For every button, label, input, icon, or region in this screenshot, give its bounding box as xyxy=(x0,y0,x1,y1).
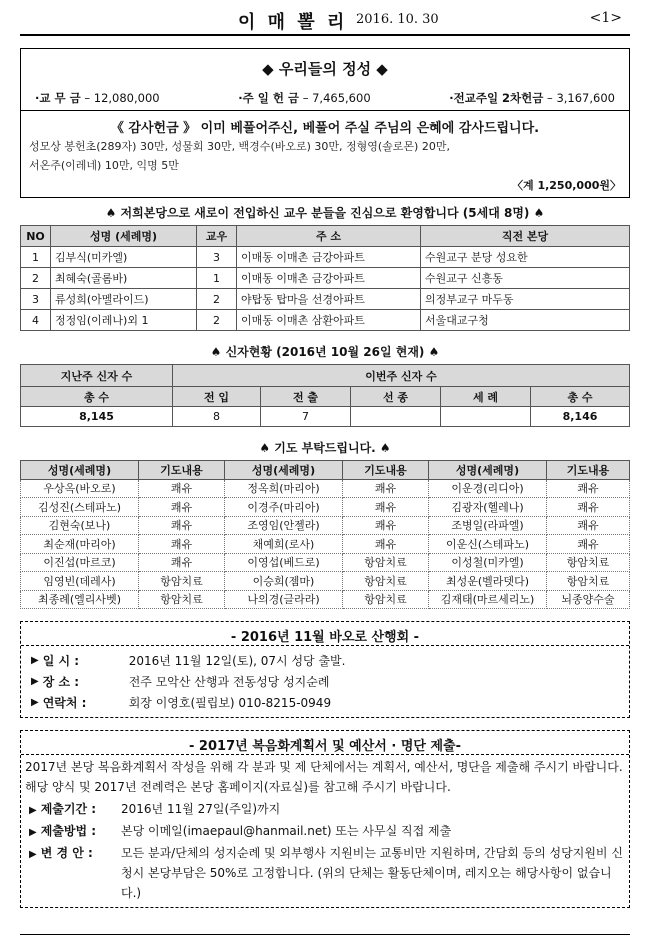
table-row xyxy=(21,590,630,609)
table-cell: 야탑동 탑마을 선경아파트 xyxy=(237,289,421,310)
donation-title: ◆ 우리들의 정성 ◆ xyxy=(262,60,388,78)
table-cell: 서울대교구청 xyxy=(421,310,630,331)
triangle-bullet-icon: ▶ xyxy=(31,697,39,708)
bulletin-header xyxy=(20,6,630,36)
table-cell: 쾌유 xyxy=(343,516,429,535)
table-cell: 쾌유 xyxy=(547,498,630,517)
table-cell: 이성철(미카엘) xyxy=(429,553,547,572)
triangle-bullet-icon: ▶ xyxy=(29,827,37,838)
plan-label: ▶ 제출기간 : xyxy=(29,802,97,816)
table-cell: 정정임(이레나)외 1 xyxy=(51,310,197,331)
thanks-line-1: 성모상 봉헌초(289자) 30만, 성물회 30만, 백경수(바오로) 30만, 정형영(솔로몬) 20만, xyxy=(29,140,450,153)
table-cell: 항암치료 xyxy=(139,590,225,609)
table-cell: 이영섭(베드로) xyxy=(225,553,343,572)
table-cell: 최순재(마리아) xyxy=(21,535,139,554)
stats-cell: 8 xyxy=(173,407,261,427)
bottom-rule xyxy=(20,934,630,935)
hike-text: 회장 이영호(필립보) 010-8215-0949 xyxy=(128,696,332,710)
stats-value-row xyxy=(21,407,630,427)
col-header: 세 례 xyxy=(441,387,531,407)
table-cell: 1 xyxy=(21,247,51,268)
col-header: 기도내용 xyxy=(343,461,429,480)
stats-cell: 8,146 xyxy=(531,407,630,427)
table-cell: 조병일(라파엘) xyxy=(429,516,547,535)
table-cell: 김부식(미카엘) xyxy=(51,247,197,268)
stats-cell: 7 xyxy=(261,407,351,427)
table-row xyxy=(21,310,630,331)
table-row xyxy=(21,516,630,535)
table-cell: 4 xyxy=(21,310,51,331)
table-cell: 항암치료 xyxy=(343,572,429,591)
donation-summary xyxy=(21,85,629,111)
stats-cell xyxy=(441,407,531,427)
thanks-offering xyxy=(21,111,629,197)
newcomers-title: ♠ 저희본당으로 새로이 전입하신 교우 분들을 진심으로 환영합니다 (5세대 8명) ♠ xyxy=(105,206,545,220)
plan-text: 본당 이메일(imaepaul@hanmail.net) 또는 사무실 직접 제출 xyxy=(121,824,452,838)
table-row xyxy=(21,553,630,572)
bulletin-date: 2016. 10. 30 xyxy=(356,12,439,27)
donation-item-3: ·전교주일 2차헌금 – 3,167,600 xyxy=(449,90,615,105)
col-header: 선 종 xyxy=(351,387,441,407)
col-header: 총 수 xyxy=(531,387,630,407)
table-cell: 최성운(벨라뎃다) xyxy=(429,572,547,591)
this-week-header: 이번주 신자 수 xyxy=(173,365,630,387)
table-cell: 쾌유 xyxy=(139,535,225,554)
hike-text: 2016년 11월 12일(토), 07시 성당 출발. xyxy=(128,654,346,668)
table-cell: 류성희(아멜라이드) xyxy=(51,289,197,310)
table-cell: 김재태(마르세리노) xyxy=(429,590,547,609)
table-row xyxy=(21,289,630,310)
table-cell: 쾌유 xyxy=(343,535,429,554)
hike-title: - 2016년 11월 바오로 산행회 - xyxy=(21,622,629,646)
plan-label: ▶ 변 경 안 : xyxy=(29,846,93,860)
newcomers-table xyxy=(20,225,630,331)
table-cell: 항암치료 xyxy=(343,553,429,572)
table-cell: 최종례(엘리사벳) xyxy=(21,590,139,609)
triangle-bullet-icon: ▶ xyxy=(31,676,39,687)
col-header: 총 수 xyxy=(21,387,173,407)
hike-item xyxy=(21,692,629,713)
table-cell: 항암치료 xyxy=(343,590,429,609)
plan-item xyxy=(21,821,629,843)
col-header: NO xyxy=(21,226,51,247)
table-cell: 쾌유 xyxy=(139,516,225,535)
table-cell: 쾌유 xyxy=(139,479,225,498)
hike-label: 연락처 : xyxy=(42,696,87,710)
col-header: 직전 본당 xyxy=(421,226,630,247)
table-cell: 쾌유 xyxy=(139,553,225,572)
table-cell: 이경주(마리아) xyxy=(225,498,343,517)
stats-cell: 8,145 xyxy=(21,407,173,427)
thanks-total: 〈계 1,250,000원〉 xyxy=(511,179,621,192)
bulletin-title: 이 매 뽈 리 xyxy=(238,12,348,33)
table-cell: 이매동 이매촌 금강아파트 xyxy=(237,247,421,268)
stats-table xyxy=(20,364,630,427)
col-header: 기도내용 xyxy=(139,461,225,480)
col-header: 성명(세례명) xyxy=(225,461,343,480)
table-cell: 1 xyxy=(197,268,237,289)
table-header-row xyxy=(21,461,630,480)
table-row xyxy=(21,572,630,591)
col-header: 주 소 xyxy=(237,226,421,247)
hike-label: 장 소 : xyxy=(42,675,80,689)
stats-title: ♠ 신자현황 (2016년 10월 26일 현재) ♠ xyxy=(210,345,440,359)
plan-text: 2016년 11월 27일(주일)까지 xyxy=(121,802,281,816)
plan-title: - 2017년 복음화계획서 및 예산서 · 명단 제출- xyxy=(21,731,629,755)
plan-item xyxy=(21,843,629,907)
table-row xyxy=(21,498,630,517)
table-cell: 쾌유 xyxy=(343,479,429,498)
donation-item-2: ·주 일 헌 금 – 7,465,600 xyxy=(238,90,371,105)
stats-column-row xyxy=(21,387,630,407)
table-cell: 이진섭(마르코) xyxy=(21,553,139,572)
table-cell: 쾌유 xyxy=(547,535,630,554)
table-cell: 나의경(글라라) xyxy=(225,590,343,609)
hike-item xyxy=(21,650,629,671)
table-cell: 2 xyxy=(197,310,237,331)
table-cell: 김성진(스테파노) xyxy=(21,498,139,517)
triangle-bullet-icon: ▶ xyxy=(29,849,37,860)
hike-text: 전주 모악산 산행과 전동성당 성지순례 xyxy=(128,675,330,689)
table-cell: 김광자(헬레나) xyxy=(429,498,547,517)
table-cell: 이운신(스테파노) xyxy=(429,535,547,554)
hike-label: 일 시 : xyxy=(42,654,80,668)
col-header: 전 출 xyxy=(261,387,351,407)
page-number: <1> xyxy=(589,10,622,26)
last-week-header: 지난주 신자 수 xyxy=(21,365,173,387)
table-cell: 3 xyxy=(197,247,237,268)
table-cell: 뇌종양수술 xyxy=(547,590,630,609)
table-cell: 쾌유 xyxy=(343,498,429,517)
plan-label: ▶ 제출방법 : xyxy=(29,824,97,838)
col-header: 기도내용 xyxy=(547,461,630,480)
table-cell: 항암치료 xyxy=(547,553,630,572)
plan-notice xyxy=(20,730,630,908)
prayer-title: ♠ 기도 부탁드립니다. ♠ xyxy=(259,441,391,455)
hike-item xyxy=(21,671,629,692)
col-header: 성명(세례명) xyxy=(429,461,547,480)
table-cell: 최혜숙(골롬바) xyxy=(51,268,197,289)
table-cell: 이매동 이매촌 삼환아파트 xyxy=(237,310,421,331)
prayer-table xyxy=(20,460,630,609)
table-header-row xyxy=(21,226,630,247)
table-cell: 수원교구 신흥동 xyxy=(421,268,630,289)
thanks-head: 《 감사헌금 》 이미 베풀어주신, 베풀어 주실 주님의 은혜에 감사드립니다. xyxy=(110,121,540,136)
table-cell: 2 xyxy=(197,289,237,310)
donation-item-1: ·교 무 금 – 12,080,000 xyxy=(35,90,160,105)
table-cell: 정옥희(마리아) xyxy=(225,479,343,498)
table-row xyxy=(21,535,630,554)
table-cell: 쾌유 xyxy=(547,516,630,535)
triangle-bullet-icon: ▶ xyxy=(29,805,37,816)
plan-item xyxy=(21,799,629,821)
plan-text: 모든 분과/단체의 성지순례 및 외부행사 지원비는 교통비만 지원하며, 간담회 등의 성당지원비 신청시 본당부담은 50%로 고정합니다. (위의 단체는 활동단체이며, 레지오는 해당사항이 없습니다.) xyxy=(121,846,623,900)
table-cell: 이매동 이매촌 금강아파트 xyxy=(237,268,421,289)
hike-notice xyxy=(20,621,630,718)
plan-intro: 2017년 본당 복음화계획서 작성을 위해 각 분과 및 제 단체에서는 계획서, 예산서, 명단을 제출해 주시기 바랍니다. 해당 양식 및 2017년 전례력은 본당 홈페이지(자료실)를 참고해 주시기 바랍니다. xyxy=(25,760,623,794)
col-header: 성명 (세례명) xyxy=(51,226,197,247)
table-cell: 항암치료 xyxy=(139,572,225,591)
table-cell: 의정부교구 마두동 xyxy=(421,289,630,310)
table-cell: 항암치료 xyxy=(547,572,630,591)
table-row xyxy=(21,247,630,268)
table-row xyxy=(21,268,630,289)
donation-box xyxy=(20,48,630,198)
table-cell: 쾌유 xyxy=(139,498,225,517)
stats-cell xyxy=(351,407,441,427)
table-cell: 이승희(젬마) xyxy=(225,572,343,591)
stats-group-row xyxy=(21,365,630,387)
table-cell: 2 xyxy=(21,268,51,289)
thanks-line-2: 서온주(이레네) 10만, 익명 5만 xyxy=(29,159,179,172)
table-cell: 수원교구 분당 성요한 xyxy=(421,247,630,268)
table-cell: 임영빈(데레사) xyxy=(21,572,139,591)
table-cell: 쾌유 xyxy=(547,479,630,498)
table-cell: 우상옥(바오로) xyxy=(21,479,139,498)
col-header: 전 입 xyxy=(173,387,261,407)
table-cell: 채예희(로사) xyxy=(225,535,343,554)
table-cell: 조영임(안젤라) xyxy=(225,516,343,535)
table-cell: 김현숙(보나) xyxy=(21,516,139,535)
col-header: 교우 xyxy=(197,226,237,247)
table-cell: 이운경(리디아) xyxy=(429,479,547,498)
col-header: 성명(세례명) xyxy=(21,461,139,480)
table-cell: 3 xyxy=(21,289,51,310)
bulletin-page xyxy=(20,6,630,908)
triangle-bullet-icon: ▶ xyxy=(31,655,39,666)
table-row xyxy=(21,479,630,498)
